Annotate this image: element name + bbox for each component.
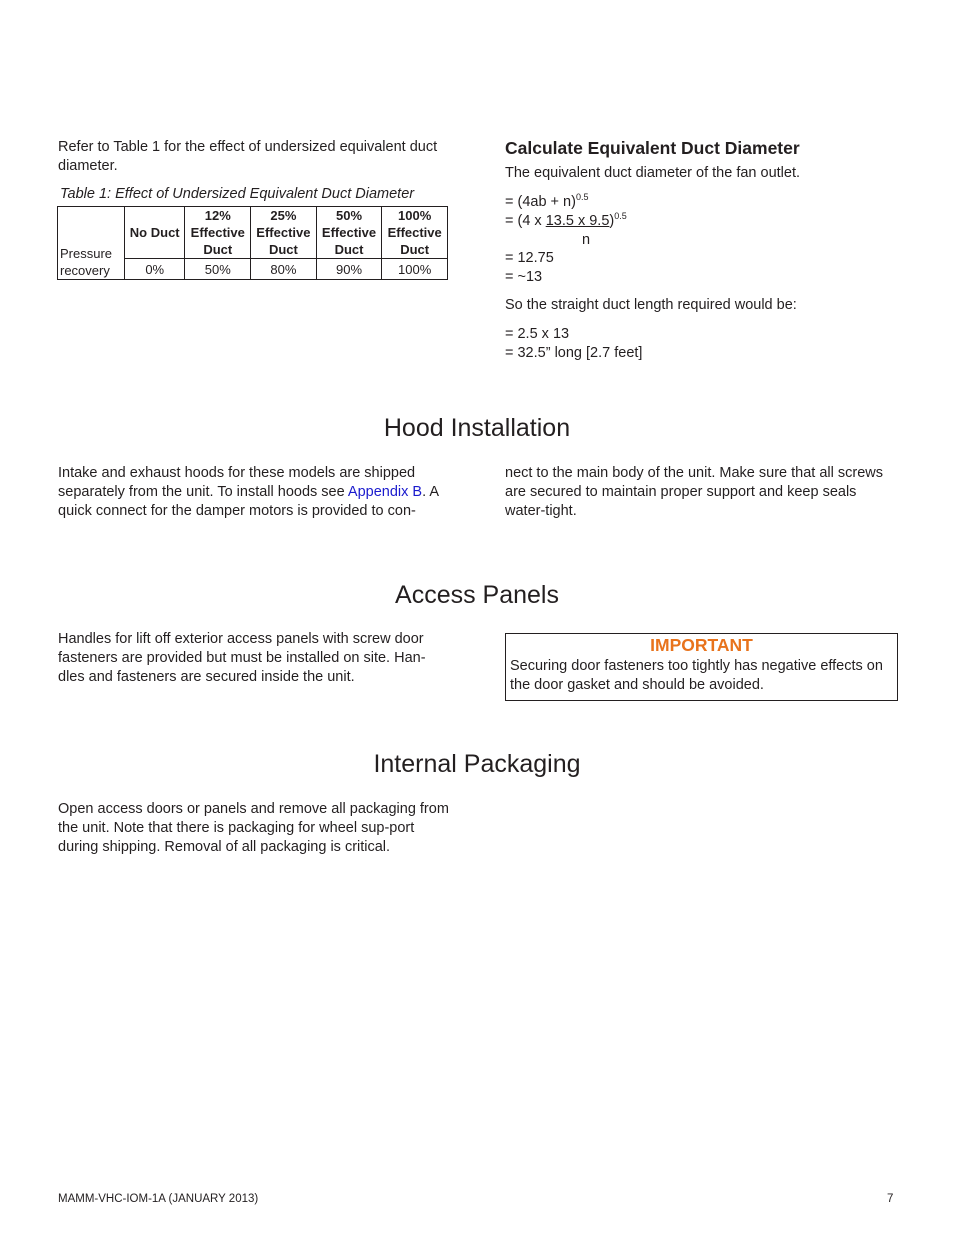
packaging-paragraph: Open access doors or panels and remove all packaging from the unit. Note that there is packaging for wheel sup-port during shipping. Removal of all packaging is critical. (58, 801, 449, 855)
important-notice (505, 633, 898, 701)
access-panels-heading: Access Panels (395, 581, 559, 609)
table-col-no-duct: No Duct (125, 207, 185, 259)
calc-description: The equivalent duct diameter of the fan outlet. (505, 165, 801, 181)
straight-duct-text: So the straight duct length required would be: (505, 297, 797, 313)
equation-line-2: = (4 x 13.5 x 9.5)$^{0.5}$ (505, 211, 627, 229)
important-text: Securing door fasteners too tightly has negative effects on the door gasket and should be avoided. (510, 658, 883, 693)
access-left-paragraph: Handles for lift off exterior access panels with screw door fasteners are provided but must be installed on site. Han-dles and fasteners are secured inside the unit. (58, 631, 426, 685)
table-caption: Table 1: Effect of Undersized Equivalent Duct Diameter (60, 186, 415, 202)
table-col-100: 100% Effective Duct (382, 207, 448, 259)
table-row-header: Pressure recovery (58, 207, 125, 280)
equation-denominator: n (582, 232, 591, 248)
hood-left-paragraph: Intake and exhaust hoods for these models are shipped separately from the unit. To install hoods see Appendix B. A quick connect for the damper motors is provided to con- (58, 465, 439, 519)
page-number: 7 (887, 1193, 894, 1205)
table-col-12: 12% Effective Duct (185, 207, 251, 259)
equation-line-3: = 12.75 (505, 250, 554, 266)
hood-installation-heading: Hood Installation (383, 414, 571, 442)
table-col-25: 25% Effective Duct (251, 207, 317, 259)
internal-packaging-heading: Internal Packaging (373, 750, 581, 778)
equation-line-6: = 32.5” long [2.7 feet] (505, 345, 643, 361)
important-title: IMPORTANT (650, 635, 753, 655)
intro-paragraph: Refer to Table 1 for the effect of undersized equivalent duct diameter. (58, 139, 438, 174)
calc-heading: Calculate Equivalent Duct Diameter (505, 138, 800, 158)
table-cell: 0% (125, 259, 185, 280)
table-cell: 100% (382, 259, 448, 280)
equation-line-4: = ~13 (505, 269, 543, 285)
footer-doc-id: MAMM-VHC-IOM-1A (JANUARY 2013) (58, 1193, 259, 1205)
equation-line-5: = 2.5 x 13 (505, 326, 570, 342)
table-col-50: 50% Effective Duct (316, 207, 382, 259)
table-cell: 90% (316, 259, 382, 280)
table-cell: 80% (251, 259, 317, 280)
table-header-row (58, 207, 448, 259)
duct-effect-table (57, 206, 448, 280)
equation-line-1: = $(4ab + n)^{0.5}$ (505, 192, 589, 210)
appendix-b-link[interactable]: Appendix B (347, 484, 423, 500)
hood-right-paragraph: nect to the main body of the unit. Make sure that all screws are secured to maintain proper support and keep seals water-tight. (505, 465, 883, 519)
table-cell: 50% (185, 259, 251, 280)
